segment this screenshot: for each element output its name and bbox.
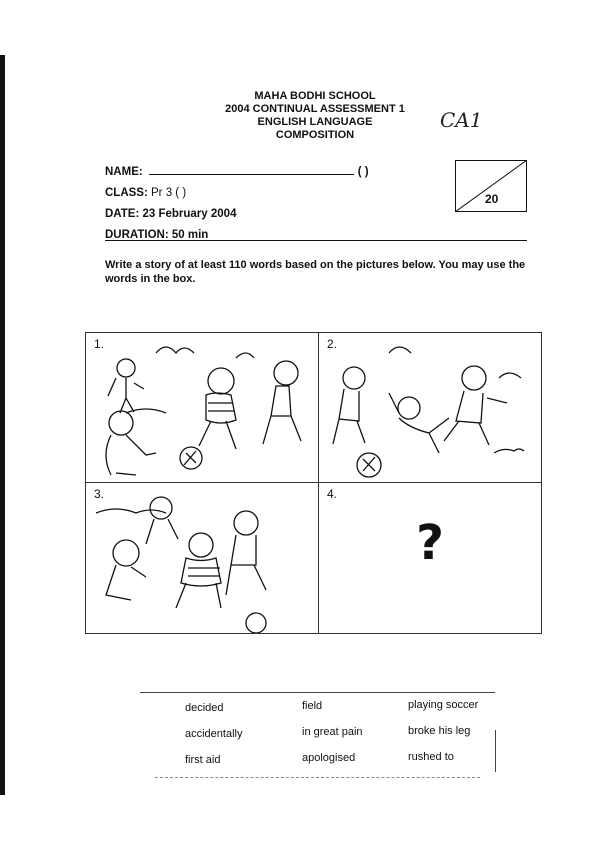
class-value: Pr 3 ( ) bbox=[151, 187, 187, 199]
soccer-scene-illustration bbox=[86, 333, 319, 483]
name-row bbox=[105, 162, 369, 183]
duration-label: DURATION: bbox=[105, 229, 169, 241]
name-label: NAME: bbox=[105, 166, 143, 178]
question-mark: ? bbox=[416, 515, 444, 571]
word-item: accidentally bbox=[185, 728, 243, 740]
word-item: rushed to bbox=[408, 751, 454, 763]
score-total: 20 bbox=[485, 192, 499, 206]
panel-number: 1. bbox=[94, 337, 105, 351]
date-row bbox=[105, 204, 369, 225]
word-box-bottom-border bbox=[155, 777, 480, 778]
picture-panel-4 bbox=[318, 482, 542, 634]
paper-title: COMPOSITION bbox=[275, 129, 355, 141]
student-info bbox=[105, 162, 369, 246]
word-item: playing soccer bbox=[408, 699, 479, 711]
picture-panels bbox=[85, 332, 540, 632]
name-field[interactable] bbox=[149, 164, 354, 175]
date-value: 23 February 2004 bbox=[142, 208, 237, 220]
word-item: decided bbox=[185, 702, 224, 714]
handwritten-mark: CA1 bbox=[440, 108, 483, 132]
word-item: apologised bbox=[302, 752, 356, 764]
name-index-paren: ( ) bbox=[357, 166, 369, 178]
picture-panel-3 bbox=[85, 482, 320, 634]
word-box-top-border bbox=[140, 692, 495, 693]
word-item: first aid bbox=[185, 754, 221, 766]
page-margin-bar bbox=[0, 55, 5, 795]
picture-panel-2 bbox=[318, 332, 542, 484]
document-header bbox=[0, 90, 600, 142]
friends-help-illustration bbox=[86, 483, 319, 633]
word-item: broke his leg bbox=[408, 725, 471, 737]
header-divider bbox=[105, 240, 527, 241]
date-label: DATE: bbox=[105, 208, 140, 220]
class-label: CLASS: bbox=[105, 187, 148, 199]
panel-number: 4. bbox=[327, 487, 338, 501]
duration-row bbox=[105, 225, 369, 246]
assessment-title: 2004 CONTINUAL ASSESSMENT 1 bbox=[225, 103, 405, 115]
school-name: MAHA BODHI SCHOOL bbox=[254, 90, 376, 102]
duration-value: 50 min bbox=[171, 229, 209, 241]
panel-number: 3. bbox=[94, 487, 105, 501]
panel-number: 2. bbox=[327, 337, 338, 351]
word-box-right-border bbox=[495, 730, 496, 772]
class-row bbox=[105, 183, 369, 204]
word-item: field bbox=[302, 700, 323, 712]
subject-title: ENGLISH LANGUAGE bbox=[257, 116, 373, 128]
word-box bbox=[140, 692, 495, 780]
instructions-text: Write a story of at least 110 words based on the pictures below. You may use the words in the box. bbox=[105, 259, 526, 285]
word-item: in great pain bbox=[302, 726, 363, 738]
picture-panel-1 bbox=[85, 332, 320, 484]
boy-falls-illustration bbox=[319, 333, 541, 483]
